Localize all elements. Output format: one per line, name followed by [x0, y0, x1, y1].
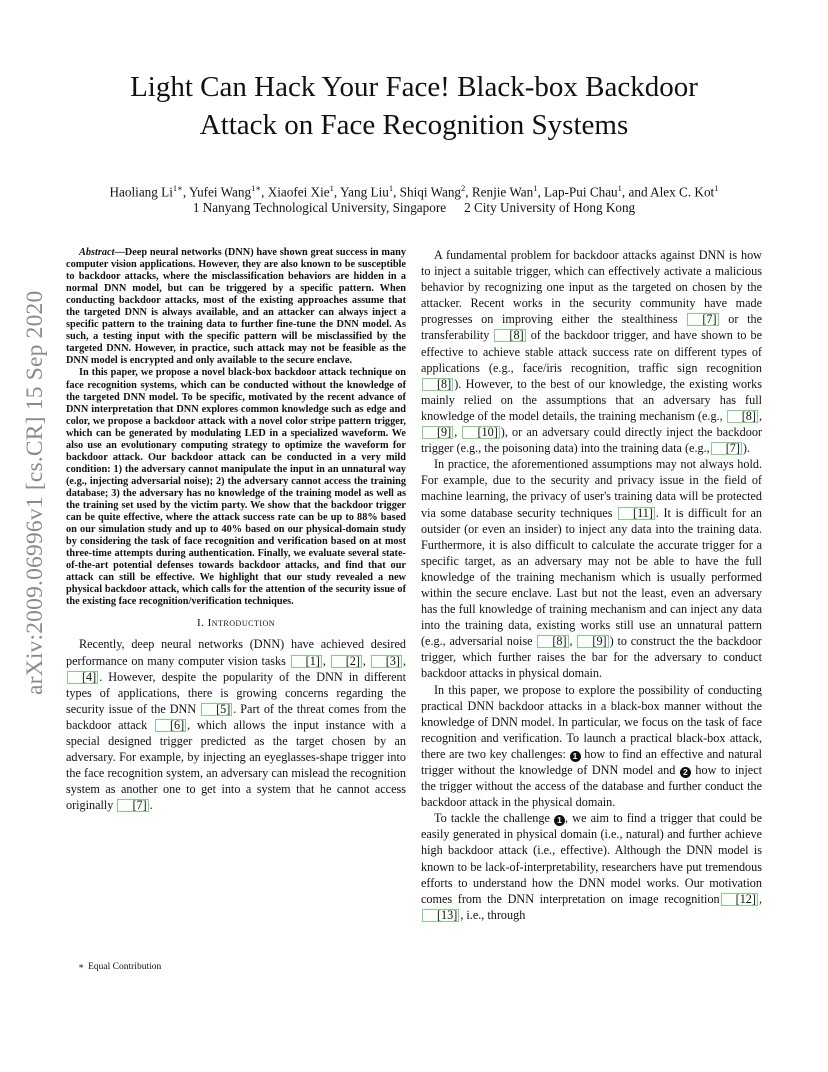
citation-link[interactable]: [8] — [422, 378, 453, 391]
challenge-1-icon: 1 — [570, 751, 581, 762]
citation-link[interactable]: [7] — [711, 442, 742, 455]
text-run: In practice, the aforementioned assumptions may not always hold. For example, due to the security and privacy issue in the field of machine learning, the privacy of user's training data will be protected via some database security techniques — [421, 457, 762, 520]
section-heading — [66, 616, 406, 630]
text-run: Recently, deep neural networks (DNN) have achieved desired performance on many computer vision tasks — [66, 637, 406, 668]
left-column — [66, 247, 406, 813]
body-paragraph: Recently, deep neural networks (DNN) have achieved desired performance on many computer vision tasks [1] , [2] , [3] , [4] . However, despite the popularity of the DNN in different types of applications, there is growing concerns regarding the security issue of the DNN [5] . Part of the threat comes from the backdoor attack [6] , which allows the input instance with a special designed trigger predicted as the target chosen by an adversary. For example, by injecting an eyeglasses-shape trigger into the face recognition system, an adversary can mislead the recognition system as another one to get into a system that he cannot access originally [7] . — [66, 637, 407, 813]
author-sup: 1 — [533, 183, 538, 193]
body-paragraph: A fundamental problem for backdoor attacks against DNN is how to inject a suitable trigger, which can effectively activate a malicious behavior by recognizing one input as the targeted on chosen by the attacker. Recent works in the security community have made progresses on improving either the stealthiness [7] or the transferability [8] of the backdoor trigger, and have shown to be effective to achieve stable attack success rate on different types of applications (e.g., face/iris recognition, traffic sign recognition [8] ). However, to the best of our knowledge, the existing works mainly relied on the assumptions that an adversary has full knowledge of the model details, the training mechanism (e.g., [8] , [9] , [10] ), or an adversary could directly inject the backdoor trigger (e.g., the poisoning data) into the training data (e.g., [7] ). — [421, 248, 762, 456]
footnote-mark: ∗ — [78, 961, 85, 971]
title-line-2: Attack on Face Recognition Systems — [199, 109, 629, 141]
abstract-paragraph: In this paper, we propose a novel black-box backdoor attack technique on face recognition systems, which can be conducted without the knowledge of the targeted DNN model. To be specific, motivated by the recent advance of DNN interpretation that DNN explores common knowledge such as edge and color, we propose a backdoor attack with a novel color stripe pattern trigger, which can be generated by modulating LED in a specialized waveform. We also use an evolutionary computing strategy to optimize the waveform for backdoor attack. Our backdoor attack can be conducted in a very mild condition: 1) the adversary cannot manipulate the input in an unnatural way (e.g., injecting adversarial noise); 2) the adversary cannot access the training database; 3) the adversary has no knowledge of the training model as well as the training set used by the victim party. We show that the backdoor trigger can be quite effective, where the attack success rate can be up to 88% based on our simulation study and up to 40% based on our physical-domain study by considering the task of face recognition and verification based on at most three-time attempts during authentication. Finally, we evaluate several state-of-the-art potential defenses towards backdoor attacks, and find that our attack can still be effective. We highlight that our study revealed a new physical backdoor attack, which calls for the attention of the security issue of the existing face recognition/verification techniques. — [66, 367, 406, 608]
author: Yang Liu — [339, 184, 389, 200]
citation-link[interactable]: [10] — [462, 426, 499, 439]
text-run: or the transferability — [421, 312, 762, 343]
author: Lap-Pui Chau — [544, 184, 618, 200]
citation-link[interactable]: [13] — [422, 909, 459, 922]
abstract-label: Abstract — [79, 247, 115, 258]
text-run: ). However, to the best of our knowledge, the existing works mainly relied on the assumptions that an adversary has full knowledge of the model details, the training mechanism (e.g., — [421, 376, 762, 423]
text-run: To tackle the challenge — [434, 811, 555, 826]
citation-link[interactable]: [7] — [687, 313, 718, 326]
body-paragraph: In practice, the aforementioned assumptions may not always hold. For example, due to the security and privacy issue in the field of machine learning, the privacy of user's training data will be protected via some database security techniques [11] . It is difficult for an outsider (or even an insider) to inject any data into the training data. Furthermore, it is also difficult to calculate the accurate trigger for a specific target, as an adversary may not be able to have the full knowledge of the training mechanism which is usually performed within the secure enclave. Last but not the least, even an adversary has the full knowledge of training mechanism and can inject any data into the training data, existing works still use an unnatural pattern (e.g., adversarial noise [8] , [9] ) to construct the the backdoor trigger, which further raises the bar for the adversary to conduct backdoor attacks in physical domain. — [421, 457, 762, 681]
title-line-1: Light Can Hack Your Face! Black-box Backdoor — [130, 71, 698, 103]
author: Yufei Wang — [189, 184, 252, 200]
text-run: In this paper, we propose to explore the possibility of conducting practical DNN backdoor attacks in a black-box manner without the knowledge of DNN model. In particular, we focus on the task of face recognition and verification. To launch a practical black-box attack, there are two key challenges: — [421, 682, 762, 761]
text-run: ). — [742, 441, 751, 456]
section-number: I. — [196, 617, 205, 630]
author-list: Haoliang $Li^{1∗}$, Yufei Wang$^{1∗}$, Xiaofei Xie$^1$, Yang Liu$^1$, Shiqi Wang$^2$, Renjie Wan$^1$, Lap-Pui Chau$^1$, and Alex C. Kot$^1$ — [109, 183, 719, 200]
challenge-1-icon: 1 — [554, 815, 565, 826]
author-sup: 1 — [617, 183, 622, 193]
author: Xiaofei Xie — [267, 184, 330, 200]
citation-link[interactable]: [2] — [331, 655, 362, 668]
author-sup: 1 — [388, 183, 394, 193]
citation-link[interactable]: [12] — [721, 893, 758, 906]
arxiv-identifier: arXiv:2009.06996v1 [cs.CR] 15 Sep 2020 — [22, 290, 48, 696]
challenge-2-icon: 2 — [680, 767, 691, 778]
citation-link[interactable]: [7] — [117, 799, 148, 812]
citation-link[interactable]: [5] — [201, 703, 232, 716]
right-column — [421, 247, 762, 923]
text-run: . — [149, 798, 153, 813]
author-sup: 1∗ — [251, 183, 262, 193]
paper-title — [0, 68, 828, 144]
author: Alex C. Kot — [650, 184, 715, 200]
text-run: , we aim to find a trigger that could be easily generated in physical domain (i.e., natural) and further achieve high backdoor attack (i.e., effective). Although the DNN model is known to be lack-of-interpretability, researchers have put tremendous efforts to understand how the DNN model works. Our motivation comes from the DNN interpretation on image recognition — [421, 811, 762, 906]
abstract — [66, 247, 406, 608]
text-run: ), or an adversary could directly inject the backdoor trigger (e.g., the poisoning data) into the training data (e.g., — [421, 425, 762, 456]
citation-link[interactable]: [4] — [67, 671, 98, 684]
text-run: . However, despite the popularity of the DNN in different types of applications, there is growing concerns regarding the security issue of the DNN — [66, 669, 406, 716]
footnote — [78, 960, 161, 973]
citation-link[interactable]: [9] — [422, 426, 453, 439]
body-paragraph — [421, 682, 762, 811]
text-run: . Part of the threat comes from the backdoor attack — [66, 701, 406, 732]
text-run: ) to construct the the backdoor trigger, which further raises the bar for the adversary to conduct backdoor attacks in physical domain. — [421, 634, 762, 681]
citation-link[interactable]: [8] — [537, 635, 568, 648]
affiliations — [0, 198, 828, 217]
text-run: . It is difficult for an outsider (or even an insider) to inject any data into the training data. Furthermore, it is also difficult to calculate the accurate trigger for a specific target, as an adversary may not be able to have the full knowledge of the training mechanism which is usually performed within the secure enclave. Last but not the least, even an adversary has the full knowledge of training mechanism and can inject any data into the training data, existing works still use an unnatural pattern (e.g., adversarial noise — [421, 505, 762, 649]
text-run: A fundamental problem for backdoor attacks against DNN is how to inject a suitable trigger, which can effectively activate a malicious behavior by recognizing one input as the targeted on chosen by the attacker. Recent works in the security community have made progresses on improving either the stealthiness — [421, 248, 762, 327]
affiliation: 2 City University of Hong Kong — [464, 200, 636, 215]
intro-body — [66, 636, 406, 813]
author-sup: 1 — [329, 183, 334, 193]
body-paragraph: To tackle the challenge 1 , we aim to find a trigger that could be easily generated in physical domain (i.e., natural) and further achieve high backdoor attack (i.e., effective). Although the DNN model is known to be lack-of-interpretability, researchers have put tremendous efforts to understand how the DNN model works. Our motivation comes from the DNN interpretation on image recognition [12] , [13] , i.e., through — [421, 811, 762, 922]
section-title: Introduction — [207, 617, 276, 630]
citation-link[interactable]: [3] — [371, 655, 402, 668]
abstract-paragraph — [66, 247, 406, 367]
author: Haoliang Li — [109, 184, 173, 200]
abstract-text: —Deep neural networks (DNN) have shown great success in many computer vision applications. However, they are also known to be susceptible to backdoor attacks, where the misclassification behaviors are hidden in a normal DNN model, but can be triggered by a specific pattern. When conducting backdoor attacks, most of the existing approaches assume that the targeted DNN is always available, and an attacker can always inject a specific pattern to the training data to further fine-tune the DNN model. As such, a testing input with the specific pattern will be misclassified by the targeted DNN. However, in practice, such attack may not be feasible as the DNN model is encrypted and only available to the secure enclave. — [66, 247, 406, 367]
affiliation: 1 Nanyang Technological University, Singapore — [192, 200, 447, 215]
citation-link[interactable]: [8] — [727, 410, 758, 423]
text-run: of the backdoor trigger, and have shown to be effective to achieve stable attack success rate on different types of applications (e.g., face/iris recognition, traffic sign recognition — [421, 328, 762, 375]
author-sup: 1∗ — [172, 183, 183, 193]
text-run: , which allows the input instance with a special designed trigger predicted as the target chosen by an adversary. For example, by injecting an eyeglasses-shape trigger into the face recognition system, an adversary can mislead the recognition system as another one to get into a system that he cannot access originally — [66, 717, 406, 813]
author-sup: 1 — [714, 183, 719, 193]
author: Shiqi Wang — [399, 184, 462, 200]
citation-link[interactable]: [11] — [618, 507, 655, 520]
text-run: how to inject the trigger without the access of the database and further conduct the backdoor attack in the physical domain. — [421, 763, 762, 810]
citation-link[interactable]: [9] — [577, 635, 608, 648]
footnote-text: Equal Contribution — [88, 962, 162, 972]
author-sup: 2 — [461, 183, 466, 193]
citation-link[interactable]: [6] — [155, 719, 186, 732]
author: Renjie Wan — [471, 184, 534, 200]
citation-link[interactable]: [1] — [291, 655, 322, 668]
citation-link[interactable]: [8] — [494, 329, 525, 342]
text-run: , i.e., through — [460, 907, 526, 922]
text-run: how to find an effective and natural trigger without the knowledge of DNN model and — [421, 746, 762, 777]
